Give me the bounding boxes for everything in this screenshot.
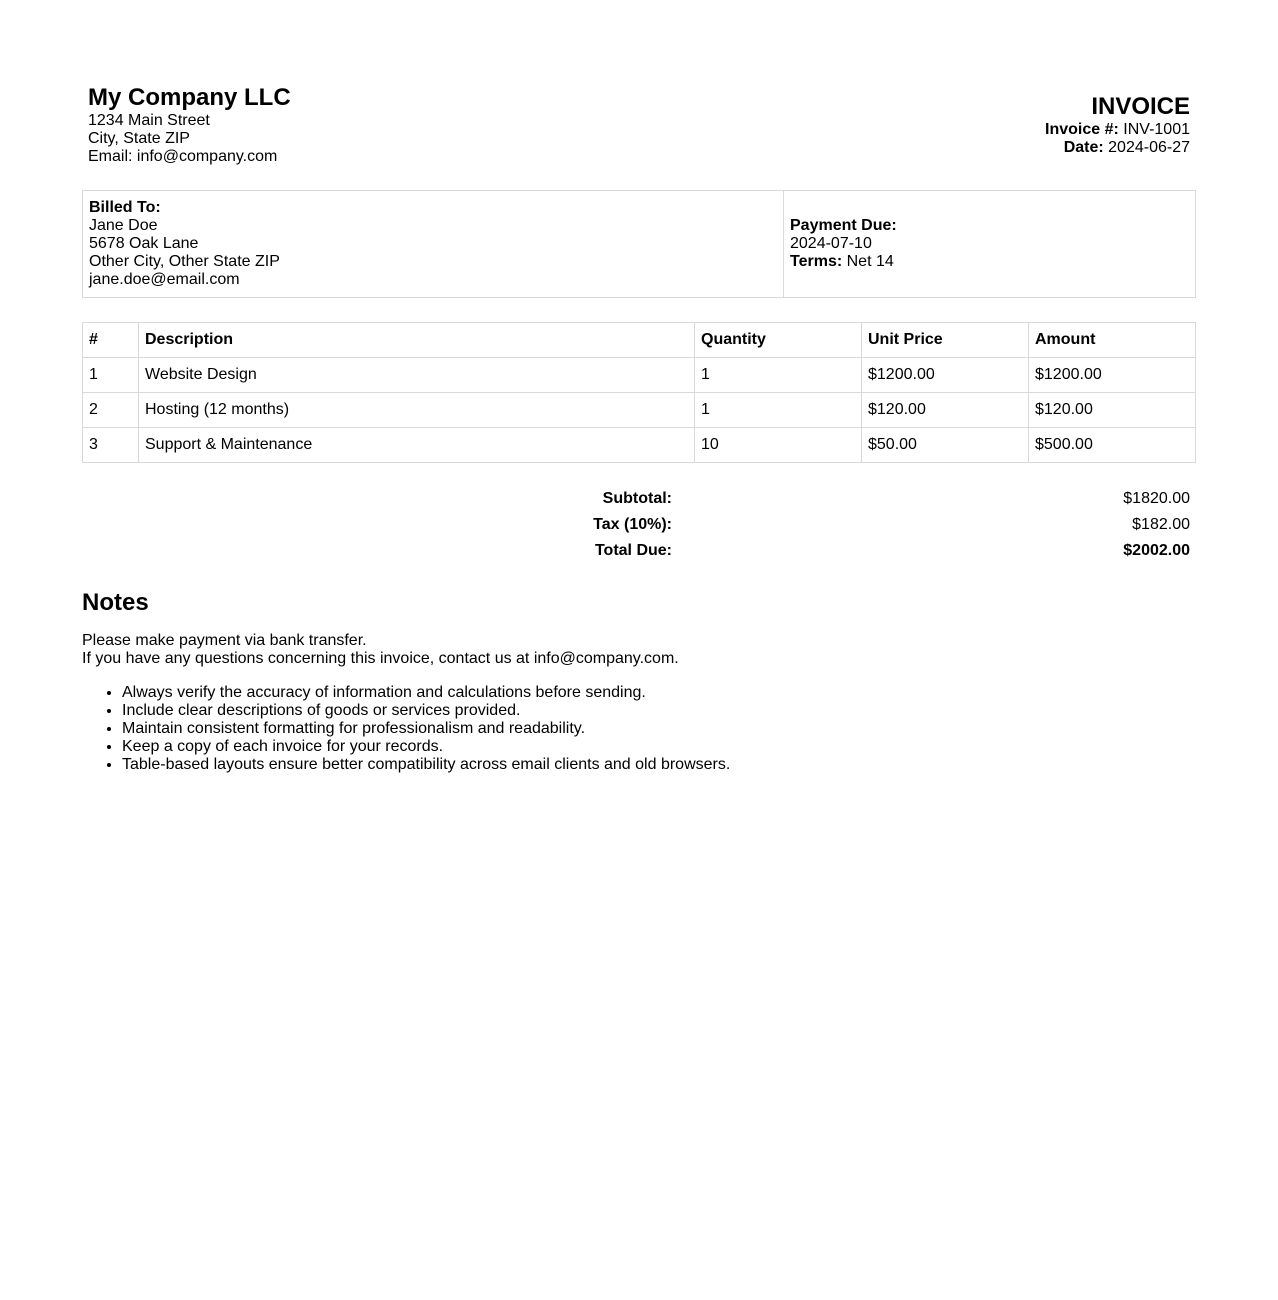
payment-due-section (784, 191, 1195, 297)
total-due-label: Total Due: (594, 542, 672, 559)
terms-value: Net 14 (846, 253, 894, 270)
column-header-amount: Amount (1029, 323, 1196, 358)
invoice-date-label: Date: (1063, 139, 1104, 156)
total-due-row (82, 542, 1190, 568)
cell-amount: $500.00 (1029, 428, 1196, 463)
cell-quantity: 1 (695, 358, 862, 393)
company-address-line2: City, State ZIP (88, 130, 190, 147)
notes-line-1: Please make payment via bank transfer. (82, 632, 367, 649)
tax-label: Tax (10%): (593, 516, 672, 533)
company-address-line1: 1234 Main Street (88, 112, 210, 129)
billed-to-section (83, 191, 784, 297)
company-email: Email: info@company.com (88, 148, 278, 165)
invoice-date-line (1045, 139, 1190, 157)
cell-unit-price: $120.00 (862, 393, 1029, 428)
billing-box (82, 190, 1196, 298)
column-header-description: Description (139, 323, 695, 358)
column-header-number: # (83, 323, 139, 358)
invoice-title: INVOICE (1091, 93, 1190, 120)
subtotal-label: Subtotal: (602, 490, 672, 507)
payment-due-date: 2024-07-10 (790, 235, 872, 252)
payment-due-label: Payment Due: (790, 217, 897, 234)
total-due-value: $2002.00 (1123, 542, 1190, 559)
list-item: • Maintain consistent formatting for professionalism and readability. (122, 720, 730, 738)
table-row (83, 428, 1196, 463)
invoice-number-line (1045, 121, 1190, 139)
invoice-number: INV-1001 (1123, 121, 1190, 138)
list-item: • Include clear descriptions of goods or services provided. (122, 702, 730, 720)
cell-amount: $120.00 (1029, 393, 1196, 428)
list-item: • Table-based layouts ensure better compatibility across email clients and old browsers. (122, 756, 730, 774)
cell-unit-price: $50.00 (862, 428, 1029, 463)
company-name: My Company LLC (88, 84, 291, 111)
billed-to-label: Billed To: (89, 199, 161, 216)
cell-number: 3 (83, 428, 139, 463)
subtotal-row (82, 490, 1190, 516)
column-header-quantity: Quantity (695, 323, 862, 358)
cell-unit-price: $1200.00 (862, 358, 1029, 393)
client-address-line1: 5678 Oak Lane (89, 235, 199, 252)
list-item: • Keep a copy of each invoice for your records. (122, 738, 730, 756)
cell-number: 1 (83, 358, 139, 393)
tax-value: $182.00 (1132, 516, 1190, 533)
notes-heading: Notes (82, 589, 149, 616)
cell-number: 2 (83, 393, 139, 428)
table-row (83, 393, 1196, 428)
client-address-line2: Other City, Other State ZIP (89, 253, 280, 270)
line-items-table (82, 322, 1196, 463)
invoice-header (1045, 94, 1190, 157)
client-email: jane.doe@email.com (89, 271, 240, 288)
client-name: Jane Doe (89, 217, 158, 234)
cell-description: Website Design (139, 358, 695, 393)
totals-section (82, 490, 1190, 568)
invoice-date: 2024-06-27 (1108, 139, 1190, 156)
cell-description: Hosting (12 months) (139, 393, 695, 428)
company-info (88, 85, 291, 166)
table-header-row (83, 323, 1196, 358)
invoice-number-label: Invoice #: (1045, 121, 1119, 138)
tax-row (82, 516, 1190, 542)
cell-amount: $1200.00 (1029, 358, 1196, 393)
column-header-unit-price: Unit Price (862, 323, 1029, 358)
notes-text (82, 632, 679, 668)
subtotal-value: $1820.00 (1123, 490, 1190, 507)
terms-line (790, 253, 1195, 271)
cell-description: Support & Maintenance (139, 428, 695, 463)
cell-quantity: 1 (695, 393, 862, 428)
table-row (83, 358, 1196, 393)
terms-label: Terms: (790, 253, 843, 270)
tips-list (82, 684, 730, 774)
notes-line-2: If you have any questions concerning this invoice, contact us at info@company.com. (82, 650, 679, 667)
list-item: • Always verify the accuracy of information and calculations before sending. (122, 684, 730, 702)
cell-quantity: 10 (695, 428, 862, 463)
